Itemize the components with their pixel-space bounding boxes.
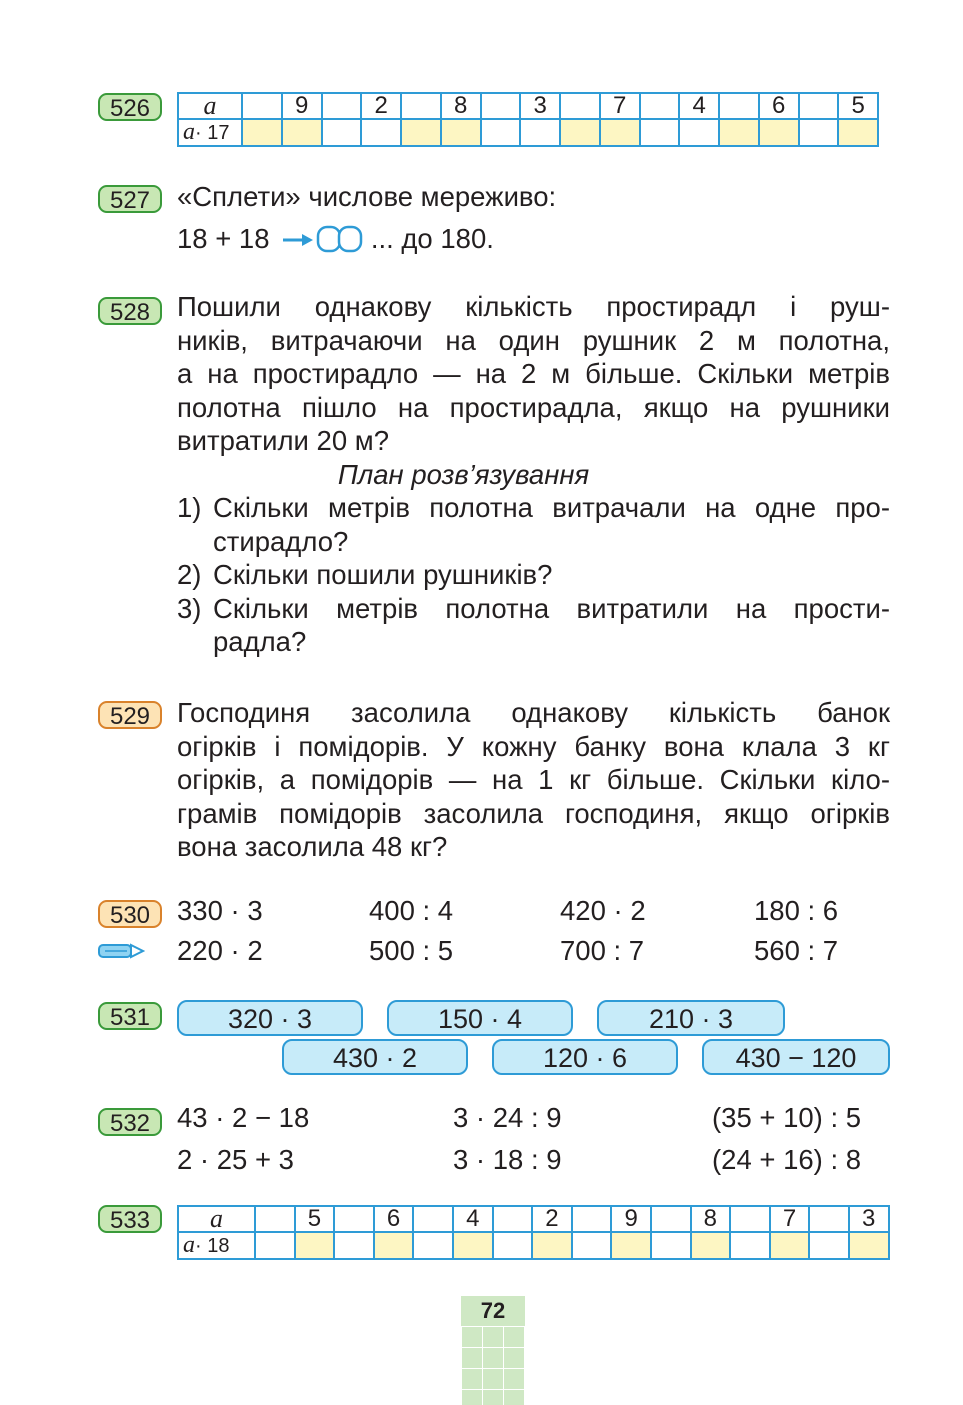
value-cell: 4	[679, 93, 719, 119]
value-cell: 3	[849, 1206, 889, 1232]
answer-cell[interactable]	[838, 119, 878, 146]
plan-title: План розв’язування	[337, 458, 590, 490]
table-533	[177, 1205, 890, 1260]
value-cell: 6	[374, 1206, 414, 1232]
row-label-a: a	[178, 93, 242, 119]
answer-cell[interactable]	[453, 1232, 493, 1259]
answer-cell[interactable]	[799, 119, 839, 146]
task-527-expression-line	[177, 222, 494, 256]
task-number-527: 527	[98, 185, 162, 213]
expr-530: 220 · 2	[177, 935, 263, 966]
answer-cell[interactable]	[413, 1232, 453, 1259]
value-cell: 5	[838, 93, 878, 119]
answer-cell[interactable]	[691, 1232, 731, 1259]
expression-card: 430 · 2	[282, 1039, 468, 1075]
answer-cell[interactable]	[520, 119, 560, 146]
answer-cell[interactable]	[560, 119, 600, 146]
answer-cell[interactable]	[532, 1232, 572, 1259]
task-number-530: 530	[98, 900, 162, 928]
answer-cell[interactable]	[640, 119, 680, 146]
row-label-a-times-18: a· 18	[178, 1232, 255, 1259]
answer-cell[interactable]	[759, 119, 799, 146]
table-row	[178, 119, 878, 146]
value-cell: 4	[453, 1206, 493, 1232]
expression-card: 120 · 6	[492, 1039, 678, 1075]
plan-item-2: 2) Скільки пошили рушників?	[177, 559, 553, 590]
table-row	[178, 1232, 889, 1259]
value-cell: 7	[770, 1206, 810, 1232]
row-label-a: a	[178, 1206, 255, 1232]
expr-530: 180 : 6	[754, 895, 839, 926]
answer-cell[interactable]	[374, 1232, 414, 1259]
answer-cell[interactable]	[770, 1232, 810, 1259]
plan-item-3: 3) Скільки метрів полотна витратили на прости- радла?	[177, 592, 890, 657]
answer-cell[interactable]	[849, 1232, 889, 1259]
expression-card: 210 · 3	[597, 1000, 785, 1036]
expr-530: 420 · 2	[560, 895, 646, 926]
answer-cell[interactable]	[282, 119, 322, 146]
table-row	[178, 93, 878, 119]
answer-cell[interactable]	[809, 1232, 849, 1259]
value-cell: 7	[600, 93, 640, 119]
task-527-expression: 18 + 18	[177, 223, 270, 254]
task-number-531: 531	[98, 1002, 162, 1030]
answer-cell[interactable]	[730, 1232, 770, 1259]
answer-cell[interactable]	[242, 119, 282, 146]
answer-cell[interactable]	[322, 119, 362, 146]
table-526	[177, 92, 879, 147]
expr-530: 700 : 7	[560, 935, 645, 966]
answer-cell[interactable]	[611, 1232, 651, 1259]
value-cell: 6	[759, 93, 799, 119]
value-cell: 9	[282, 93, 322, 119]
arrow-to-blanks-icon	[277, 224, 363, 254]
expression-card: 320 · 3	[177, 1000, 363, 1036]
plan-item-1: 1) Скільки метрів полотна витрачали на одне про- стирадло?	[177, 492, 890, 557]
value-cell: 8	[441, 93, 481, 119]
expression-card: 150 · 4	[387, 1000, 573, 1036]
answer-cell[interactable]	[401, 119, 441, 146]
answer-cell[interactable]	[334, 1232, 374, 1259]
answer-cell[interactable]	[719, 119, 759, 146]
task-number-529: 529	[98, 701, 162, 729]
task-number-528: 528	[98, 297, 162, 325]
expr-530: 560 : 7	[754, 935, 839, 966]
answer-cell[interactable]	[295, 1232, 335, 1259]
page-number: 72	[461, 1296, 525, 1326]
expr-530: 500 : 5	[369, 935, 454, 966]
table-row	[178, 1206, 889, 1232]
expr-532: (24 + 16) : 8	[712, 1144, 862, 1175]
expr-530: 330 · 3	[177, 895, 263, 926]
expr-532: 3 · 18 : 9	[453, 1144, 562, 1175]
answer-cell[interactable]	[441, 119, 481, 146]
answer-cell[interactable]	[572, 1232, 612, 1259]
value-cell: 2	[532, 1206, 572, 1232]
answer-cell[interactable]	[493, 1232, 533, 1259]
expr-532: 2 · 25 + 3	[177, 1144, 294, 1175]
value-cell: 3	[520, 93, 560, 119]
value-cell: 2	[361, 93, 401, 119]
expr-532: 3 · 24 : 9	[453, 1102, 562, 1133]
row-label-a-times-17: a· 17	[178, 119, 242, 146]
answer-cell[interactable]	[651, 1232, 691, 1259]
task-527-text: «Сплети» числове мереживо:	[177, 181, 557, 212]
answer-cell[interactable]	[361, 119, 401, 146]
page-number-box	[461, 1296, 525, 1405]
value-cell: 8	[691, 1206, 731, 1232]
expr-532: (35 + 10) : 5	[712, 1102, 862, 1133]
task-528-text: Пошили однакову кількість простирадл і руш- ників, витрачаючи на один рушник 2 м полотна, а на простирадло — на 2 м більше. Скільки метрів полотна пішло на простирадла, якщо на рушники витратили 20 м? План розв’язування 1) Скільки метрів полотна витрачали на одне про- стирадло? 2) Скільки пошили рушників? 3) Скільки метрів полотна витратили на прости- радла?	[177, 291, 890, 657]
answer-cell[interactable]	[481, 119, 521, 146]
expression-card: 430 − 120	[702, 1039, 890, 1075]
value-cell: 9	[611, 1206, 651, 1232]
expr-530: 400 : 4	[369, 895, 454, 926]
task-number-533: 533	[98, 1205, 162, 1233]
expr-532: 43 · 2 − 18	[177, 1102, 310, 1133]
answer-cell[interactable]	[255, 1232, 295, 1259]
answer-cell[interactable]	[600, 119, 640, 146]
pencil-icon	[97, 941, 145, 961]
task-number-526: 526	[98, 93, 162, 121]
task-527-tail: ... до 180.	[370, 223, 494, 254]
task-number-532: 532	[98, 1108, 162, 1136]
value-cell: 5	[295, 1206, 335, 1232]
answer-cell[interactable]	[679, 119, 719, 146]
task-529-text: Господиня засолила однакову кількість банок огірків і помідорів. У кожну банку вона клала 3 кг огірків, а помідорів — на 1 кг більше. Скільки кіло- грамів помідорів засолила господиня, якщо огірків вона засолила 48 кг?	[177, 697, 890, 862]
